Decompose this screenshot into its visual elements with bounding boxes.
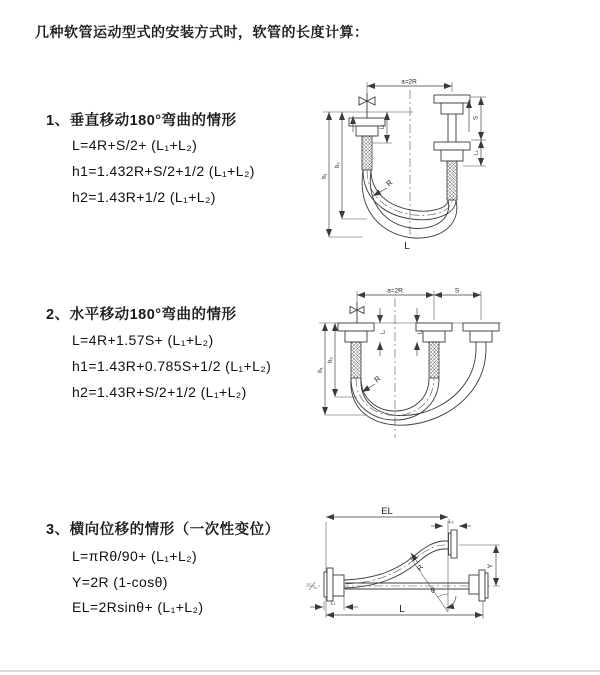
section-1-formula-1: L=4R+S/2+ (L₁+L₂) [72, 137, 198, 153]
d1-dim-l2 [474, 140, 482, 166]
d2-right-fitting [463, 323, 499, 348]
section-3-formula-3: EL=2Rsinθ+ (L₁+L₂) [72, 599, 204, 615]
d3-dim-l2 [431, 519, 471, 526]
d2-dim-s-label: S [454, 287, 460, 295]
d1-dim-l1-label: L₁ [379, 124, 386, 130]
d3-angle-label: θ [431, 588, 435, 595]
d1-radius-leader [373, 178, 395, 196]
d1-dim-a2r-label: a=2R [401, 78, 417, 86]
d3-dim-l2-label: L₂ [448, 519, 454, 525]
d2-radius-label: R [372, 373, 383, 385]
d2-center-braid [429, 342, 439, 378]
d2-dim-l1-label: L₁ [380, 329, 387, 335]
section-2-formula-1: L=4R+1.57S+ (L₁+L₂) [72, 332, 214, 348]
d1-dim-h2-label: h₂ [335, 162, 341, 168]
d2-dim-a2r [357, 288, 481, 321]
d2-dim-l2-label: L₂ [417, 329, 424, 335]
section-3-heading: 3、横向位移的情形（一次性变位） [46, 522, 280, 538]
d2-dim-l2 [417, 308, 424, 356]
page-title: 几种软管运动型式的安装方式时，软管的长度计算： [35, 24, 369, 40]
d1-dim-h1-label: h₁ [322, 173, 328, 179]
d1-right-fitting-lower [434, 142, 470, 200]
d2-left-braid [351, 342, 361, 378]
diagram-lateral-displacement [298, 500, 600, 665]
diagram-horizontal-movement [305, 282, 600, 452]
d1-dim-s-label: S [473, 115, 480, 121]
d2-dim-l1 [380, 308, 387, 356]
d1-right-braid [447, 161, 457, 200]
d2-radius-leader [362, 374, 383, 392]
d1-dim-a2r [367, 79, 452, 94]
d2-left-fitting [338, 323, 374, 378]
section-1-formula-2: h1=1.432R+S/2+1/2 (L₁+L₂) [72, 163, 255, 179]
d1-dim-l2-label: L₂ [473, 150, 480, 156]
d3-length-label: L [399, 604, 405, 615]
section-1-formula-3: h2=1.43R+1/2 (L₁+L₂) [72, 189, 216, 205]
d3-dim-l1-label: L₁ [330, 600, 336, 607]
d2-valve-icon [350, 302, 364, 323]
section-2-heading: 2、水平移动180°弯曲的情形 [46, 307, 237, 323]
d3-dim-l [326, 601, 483, 619]
section-3-formula-1: L=πRθ/90+ (L₁+L₂) [72, 548, 198, 564]
d3-angle-construction [410, 557, 456, 612]
d3-radius-label: R [416, 564, 426, 573]
d2-dim-a2r-label: a=2R [387, 287, 403, 295]
d1-hose-arcs [362, 170, 457, 238]
section-1-heading: 1、垂直移动180°弯曲的情形 [46, 113, 237, 129]
d3-right-flange [469, 570, 488, 601]
diagram-vertical-movement [303, 70, 593, 265]
d3-dim-el-label: EL [381, 506, 393, 517]
d1-length-label: L [404, 241, 410, 252]
page-bottom-edge [0, 670, 600, 672]
d1-radius-label: R [384, 177, 395, 189]
d3-left-flange [324, 568, 344, 601]
section-2-formula-2: h1=1.43R+0.785S+1/2 (L₁+L₂) [72, 358, 272, 374]
d3-dim-el [326, 506, 448, 618]
d3-curved-hose [344, 541, 449, 588]
d3-top-flange [449, 530, 458, 558]
section-3-formula-2: Y=2R (1-cosθ) [72, 574, 168, 590]
d2-dim-h1-label: h₁ [318, 367, 324, 373]
d2-dim-h2-label: h₂ [328, 357, 334, 363]
d1-valve-icon [359, 93, 375, 118]
d2-dim-s [434, 288, 481, 296]
d1-right-fitting-top [434, 95, 470, 114]
d3-dim-y-label: Y [487, 563, 495, 569]
d3-dim-l1 [310, 596, 358, 610]
d1-left-braid [362, 136, 372, 170]
section-2-formula-3: h2=1.43R+S/2+1/2 (L₁+L₂) [72, 384, 247, 400]
d3-radius-leader [411, 553, 425, 572]
